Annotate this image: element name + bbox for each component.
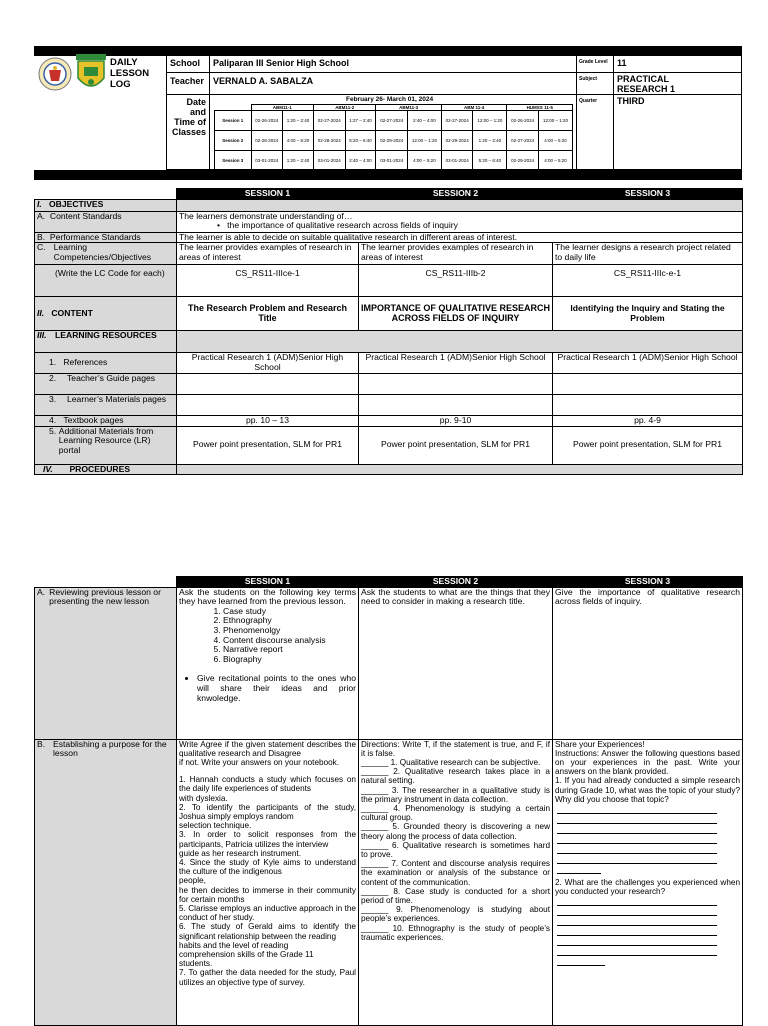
subject-label: Subject bbox=[579, 76, 598, 82]
textbook-s2: pp. 9-10 bbox=[359, 416, 553, 427]
references-label: 1. References bbox=[35, 353, 177, 374]
textbook-label: 4. Textbook pages bbox=[35, 416, 177, 427]
session-2-header: SESSION 2 bbox=[359, 189, 553, 200]
content-s1: The Research Problem and Research Title bbox=[177, 297, 359, 331]
competency-s1: The learner provides examples of research in areas of interest bbox=[177, 243, 359, 265]
header-top-bar bbox=[34, 46, 742, 56]
lesson-table-page1 bbox=[34, 188, 743, 475]
additional-s3: Power point presentation, SLM for PR1 bbox=[553, 426, 743, 464]
references-s2: Practical Research 1 (ADM)Senior High School bbox=[359, 353, 553, 374]
grade-value: 11 bbox=[617, 58, 627, 68]
reviewing-lesson-label: A. Reviewing previous lesson or presenting the new lesson bbox=[35, 587, 177, 739]
competencies-label: C. Learning Competencies/Objectives bbox=[35, 243, 177, 265]
answer-lines-q2 bbox=[555, 896, 740, 966]
content-s2: IMPORTANCE OF QUALITATIVE RESEARCH ACROSS FIELDS OF INQUIRY bbox=[359, 297, 553, 331]
content-s3: Identifying the Inquiry and Stating the Problem bbox=[553, 297, 743, 331]
learning-resources-heading: III. LEARNING RESOURCES bbox=[35, 331, 177, 353]
lc-code-s2: CS_RS11-IIIb-2 bbox=[359, 265, 553, 297]
competency-s2: The learner provides examples of research in areas of interest bbox=[359, 243, 553, 265]
establishing-s1: Write Agree if the given statement describes the qualitative research and Disagree if not. Write your answers on your notebook. 1. Hannah conducts a study which focuses on the daily life experiences of students with dyslexia. 2. To identify the participants of the study, Joshua simply employs random selection technique. 3. In order to solicit responses from the participants, Patricia utilizes the interview guide as her research instrument. 4. Since the study of Kyle aims to understand the culture of the indigenous people, he then decides to immerse in their community for certain months 5. Clarisse employs an inductive approach in the conduct of her study. 6. The study of Gerald aims to identify the significant relationship between the reading habits and the level of reading comprehension skills of the Grade 11 students. 7. To gather the data needed for the study, Paul utilizes an objective type of survey. bbox=[177, 739, 359, 1025]
teachers-guide-label: 2. Teacher’s Guide pages bbox=[35, 374, 177, 395]
additional-s1: Power point presentation, SLM for PR1 bbox=[177, 426, 359, 464]
date-range: February 26- March 01, 2024 bbox=[346, 96, 434, 103]
reviewing-s3: Give the importance of qualitative research across fields of inquiry. bbox=[553, 587, 743, 739]
learners-materials-label: 3. Learner’s Materials pages bbox=[35, 395, 177, 416]
lesson-table-page2 bbox=[34, 576, 743, 1026]
date-time-label: Date and Time of Classes bbox=[171, 97, 206, 137]
teacher-name: VERNALD A. SABALZA bbox=[213, 76, 314, 86]
additional-materials-label: 5. Additional Materials from Learning Resource (LR) portal bbox=[35, 426, 177, 464]
school-logo-icon bbox=[74, 54, 108, 94]
content-standards-text: The learners demonstrate understanding of… • the importance of qualitative research across fields of inquiry bbox=[177, 211, 743, 232]
header-bottom-bar bbox=[34, 170, 742, 180]
lc-code-s3: CS_RS11-IIIc-e-1 bbox=[553, 265, 743, 297]
references-s3: Practical Research 1 (ADM)Senior High School bbox=[553, 353, 743, 374]
additional-s2: Power point presentation, SLM for PR1 bbox=[359, 426, 553, 464]
subject-value: PRACTICAL RESEARCH 1 bbox=[617, 74, 676, 94]
header-table bbox=[166, 56, 742, 170]
daily-lesson-log-title: DAILY LESSON LOG bbox=[110, 57, 150, 90]
school-label: School bbox=[170, 58, 201, 68]
objectives-heading: I. OBJECTIVES bbox=[35, 199, 177, 211]
content-standards-label: A. Content Standards bbox=[35, 211, 177, 232]
quarter-value: THIRD bbox=[617, 96, 645, 106]
textbook-s3: pp. 4-9 bbox=[553, 416, 743, 427]
school-name: Paliparan III Senior High School bbox=[213, 58, 350, 68]
grade-level-label: Grade Level bbox=[579, 59, 608, 65]
reviewing-s1: Ask the students on the following key terms they have learned from the previous lesson. 1. Case study 2. Ethnography 3. Phenomenolgy 4. Content discourse analysis 5. Narrative report 6. Biography • Give recitational points to the ones who will share their ideas and prior knwoledge. bbox=[177, 587, 359, 739]
lc-code-label: (Write the LC Code for each) bbox=[35, 265, 177, 297]
performance-standards-text: The learner is able to decide on suitable qualitative research in different areas of interest. bbox=[177, 232, 743, 243]
session-2-header-p2: SESSION 2 bbox=[359, 577, 553, 588]
session-1-header: SESSION 1 bbox=[177, 189, 359, 200]
performance-standards-label: B. Performance Standards bbox=[35, 232, 177, 243]
teacher-label: Teacher bbox=[170, 76, 204, 86]
lc-code-s1: CS_RS11-IIIce-1 bbox=[177, 265, 359, 297]
establishing-s2: Directions: Write T, if the statement is true, and F, if it is false. ______ 1. Qualitative research can be subjective. ______ 2. Qualitative research takes place in a natural setting. ______ 3. The researcher in a qualitative study is the primary instrument in data collection. ______ 4. Phenomenology is studying a certain cultural group. ______ 5. Grounded theory is discovering a new theory along the process of data collection. ______ 6. Qualitative research is sometimes hard to prove. ______ 7. Content and discourse analysis requires the examination or analysis of the substance or content of the communication. ______ 8. Case study is conducted for a short period of time. ______ 9. Phenomenology is studying about people’s experiences. ______ 10. Ethnography is the study of people’s traumatic experiences. bbox=[359, 739, 553, 1025]
deped-seal-icon bbox=[38, 57, 72, 91]
answer-lines-q1 bbox=[555, 804, 740, 874]
procedures-heading: IV. PROCEDURES bbox=[35, 464, 177, 475]
session-3-header: SESSION 3 bbox=[553, 189, 743, 200]
establishing-s3: Share your Experiences! Instructions: Answer the following questions based on your experiences in the past. Write your answers on the blank provided. 1. If you had already conducted a simple research during Grade 10, what was the topic of your study? Why did you choose that topic? 2. What are the challenges you experienced when you conducted your research? bbox=[553, 739, 743, 1025]
references-s1: Practical Research 1 (ADM)Senior High School bbox=[177, 353, 359, 374]
schedule-table: ABM11-1 ABM11-2 ABM11-3 ABM 11-4 HUMSS 11-5 Session 1 02-26-2024 1:20 – 2:40 02-27-2024 1:27 – 2:40 02-27-2024 2:40 – 4:00 02-27-2024 12:00 – 1:20 02-26-2024 12:00 – 1:20 Session 2 02-28-2024 4:00 – 5:20 02-28-2024 5:20 – 6:40 02-29-2024 12:00 – 1:20 02-29-2024 1:20 – 2:40 02-27-2024 4:00 – 5:20 Session 3 03-01-2024 1:20 – 2:40 03-01-2024 2:40 – 4:00 03-01-2024 4:00 – 5:20 03-01-2024 5:20 – 6:40 02-29-2024 4:00 – 5:20 bbox=[214, 104, 573, 171]
competency-s3: The learner designs a research project related to daily life bbox=[553, 243, 743, 265]
content-heading: II. CONTENT bbox=[35, 297, 177, 331]
session-3-header-p2: SESSION 3 bbox=[553, 577, 743, 588]
establishing-purpose-label: B. Establishing a purpose for the lesson bbox=[35, 739, 177, 1025]
session-1-header-p2: SESSION 1 bbox=[177, 577, 359, 588]
quarter-label: Quarter bbox=[579, 98, 598, 104]
textbook-s1: pp. 10 – 13 bbox=[177, 416, 359, 427]
reviewing-s2: Ask the students to what are the things that they need to consider in making a research title. bbox=[359, 587, 553, 739]
